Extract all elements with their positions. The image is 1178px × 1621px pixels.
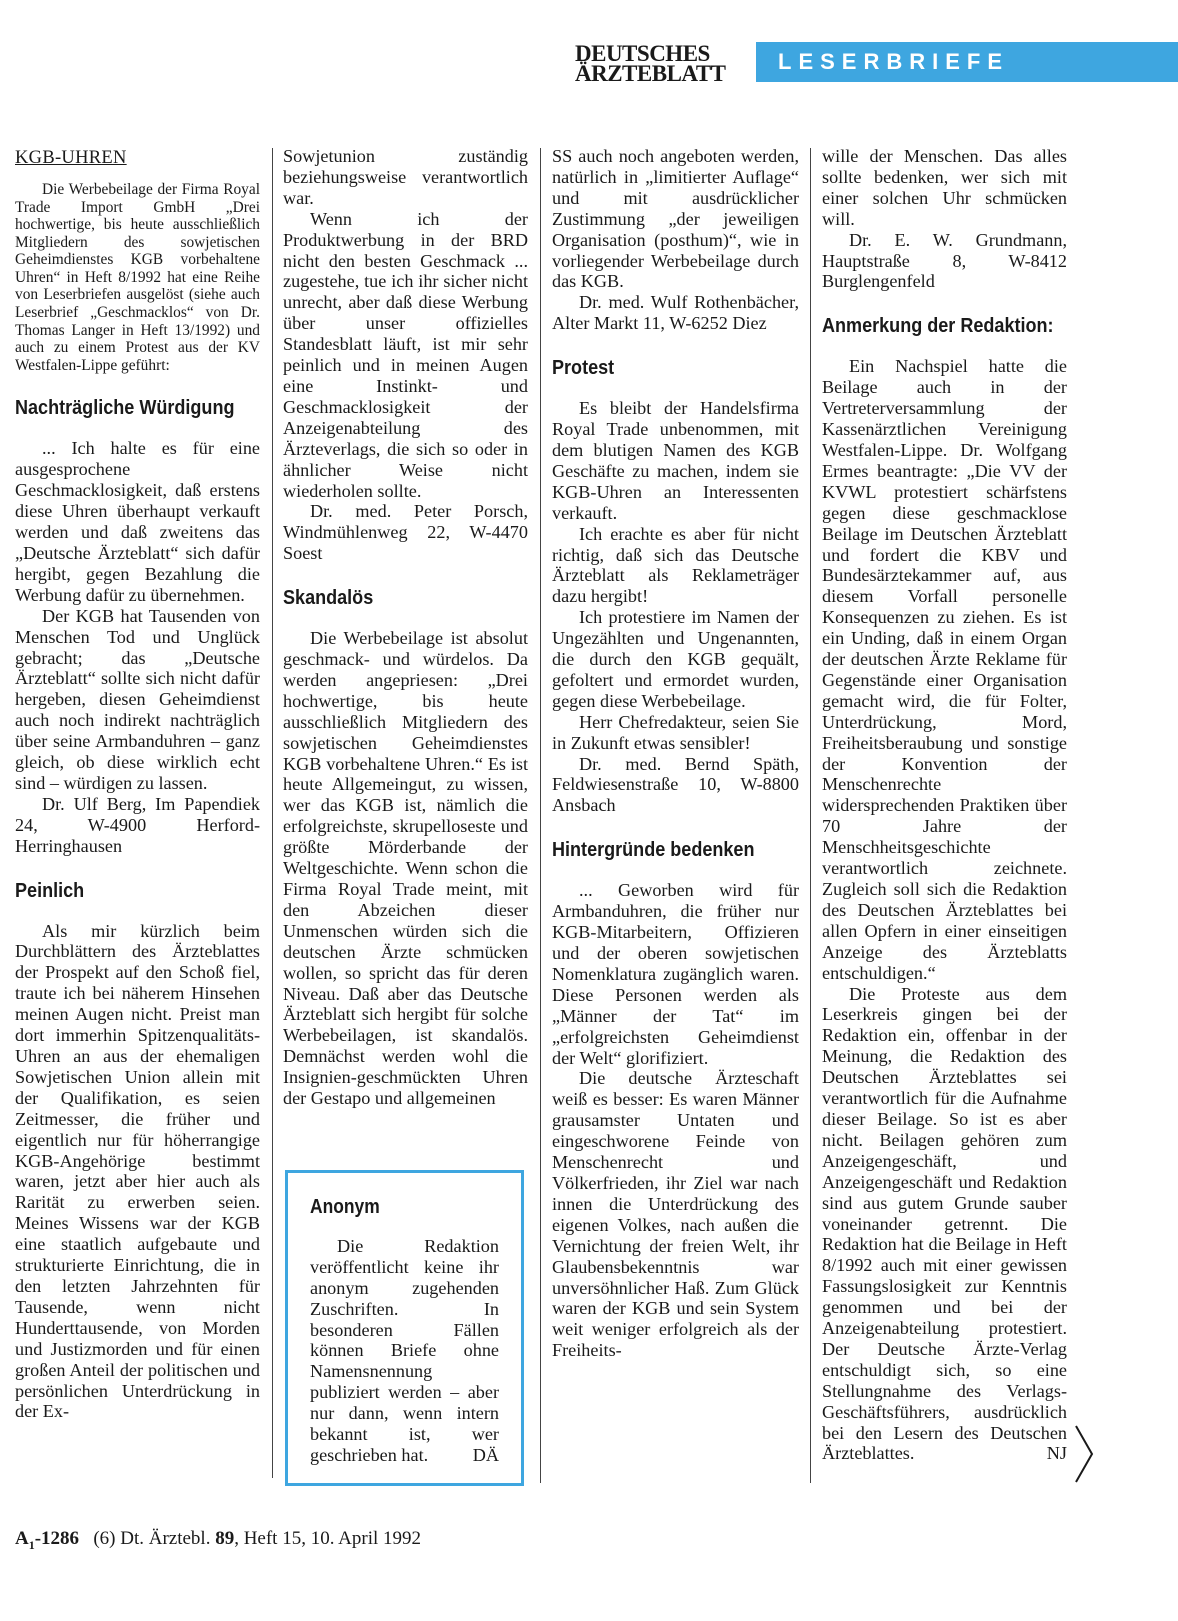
letter-paragraph: Sowjetunion zuständig beziehungsweise verantwortlich war. xyxy=(283,146,528,208)
letter-paragraph: wille der Menschen. Das alles sollte bedenken, wer sich mit einer solchen Uhr schmücken will. xyxy=(822,146,1067,229)
letter-paragraph: Die Werbebeilage ist absolut geschmack- und würdelos. Da werden angepriesen: „Drei hochwertige, bis heute ausschließlich Mitgliedern des sowjetischen Geheimdienstes KGB vorbehaltene Uhren.“ Es ist heute Allgemeingut, zu wissen, wer das KGB ist, nämlich die erfolgreichste, skrupelloseste und größte Mörderbande der Weltgeschichte. Wenn schon die Firma Royal Trade meint, mit den Abzeichen dieser Unmenschen würden sich die deutschen Ärzte schmücken wollen, so spricht das für deren Niveau. Daß aber das Deutsche Ärzteblatt sich hergibt für solche Werbebeilagen, ist skandalös. Demnächst werden wohl die Insignien-geschmückten Uhren der Gestapo und allgemeinen xyxy=(283,628,528,1109)
page-footer xyxy=(15,1528,421,1553)
section-title: LESERBRIEFE xyxy=(778,49,1010,74)
editorial-paragraph-body: Die Proteste aus dem Leserkreis gingen bei der Redaktion ein, offenbar in der Meinung, die Redaktion des Deutschen Ärzteblattes sei verantwortlich für die Aufnahme dieser Beilage. So ist es aber nicht. Beilagen gehören zum Anzeigengeschäft, und Anzeigengeschäft und Redaktion sind aus gutem Grunde sauber voneinander getrennt. Die Redaktion hat die Beilage in Heft 8/1992 auch mit einer gewissen Fassungslosigkeit zur Kenntnis genommen und bei der Anzeigenabteilung protestiert. Der Deutsche Ärzte-Verlag entschuldigt sich, so eine Stellungnahme des Verlags-Geschäftsführers, ausdrücklich bei den Lesern des Deutschen Ärzteblattes. xyxy=(822,983,1067,1464)
editorial-paragraph xyxy=(822,984,1067,1465)
intro-text: Die Werbebeilage der Firma Royal Trade Import GmbH „Drei hochwertige, bis heute ausschließlich Mitgliedern des sowjetischen Geheimdienstes KGB vorbehaltene Uhren“ in Heft 8/1992 hat eine Reihe von Leserbriefen ausgelöst (siehe auch Leserbrief „Geschmacklos“ von Dr. Thomas Langer in Heft 13/1992) und auch zu einem Protest aus der KV Westfalen-Lippe geführt: xyxy=(15,180,260,374)
article-topic: KGB-UHREN xyxy=(15,148,127,168)
letter-paragraph: Als mir kürzlich beim Durchblättern des Ärzteblattes der Prospekt auf den Schoß fiel, traute ich bei näherem Hinsehen meinen Augen nicht. Preist man dort immerhin Spitzenqualitäts-Uhren an aus der ehemaligen Sowjetischen Union allein mit der Qualifikation, es seien Zeitmesser, die früher und eigentlich nur für höherrangige KGB-Angehörige bestimmt waren, jetzt aber hier auch als Rarität zu erwerben seien. Meines Wissens war der KGB eine staatlich aufgebaute und strukturierte Einrichtung, die in den letzten Jahrzehnten für Tausende, wenn nicht Hunderttausende, von Morden und Justizmorden und für einen großen Anteil der politischen und persönlichen Unterdrückung in der Ex- xyxy=(15,920,260,1422)
letter-paragraph: Der KGB hat Tausenden von Menschen Tod und Unglück gebracht; das „Deutsche Ärzteblatt“ sollte sich nicht dafür hergeben, diesen Geheimdienst auch noch indirekt nachträglich über seine Armbanduhren – ganz gleich, ob diese wirklich echt sind – würdigen zu lassen. xyxy=(15,605,260,793)
logo-line-1: DEUTSCHES xyxy=(575,41,710,66)
journal-logo xyxy=(575,41,726,86)
letter-heading: Protest xyxy=(552,356,615,380)
letter-paragraph: ... Ich halte es für eine ausgesprochene Geschmacklosigkeit, daß erstens diese Uhren überhaupt verkauft werden und daß zweitens das „Deutsche Ärzteblatt“ sich dafür hergibt, gegen Bezahlung die Werbung dafür zu übernehmen. xyxy=(15,438,260,605)
issue-date: , Heft 15, 10. April 1992 xyxy=(234,1528,422,1549)
letter-paragraph: Wenn ich der Produktwerbung in der BRD nicht den besten Geschmack ... zugestehe, tue ich ihr sicher nicht unrecht, aber daß diese Werbung über unser offizielles Standesblatt läuft, ist mir sehr peinlich und in meinen Augen eine Instinkt- und Geschmacklosigkeit der Anzeigenabteilung des Ärzteverlags, die sich so oder in ähnlicher Weise nicht wiederholen sollte. xyxy=(283,208,528,501)
letter-paragraph: Ich erachte es aber für nicht richtig, daß sich das Deutsche Ärzteblatt als Reklameträger dazu hergibt! xyxy=(552,523,799,607)
volume-number: 89 xyxy=(215,1528,235,1549)
letter-signature: Dr. E. W. Grundmann, Hauptstraße 8, W-8412 Burglengenfeld xyxy=(822,229,1067,292)
letter-signature: Dr. med. Peter Porsch, Windmühlenweg 22, W-4470 Soest xyxy=(283,501,528,564)
letter-paragraph: Es bleibt der Handelsfirma Royal Trade unbenommen, mit dem blutigen Namen des KGB Geschäfte zu machen, indem sie KGB-Uhren an Interessenten verkauft. xyxy=(552,398,799,523)
column-4 xyxy=(822,146,1067,1464)
letter-signature: Dr. med. Wulf Rothenbächer, Alter Markt 11, W-6252 Diez xyxy=(552,292,799,334)
letter-paragraph: SS auch noch angeboten werden, natürlich in „limitierter Auflage“ und mit ausdrücklicher Zustimmung „der jeweiligen Organisation (posthum)“, wie in vorliegender Werbebeilage durch das KGB. xyxy=(552,146,799,292)
page-sub: 1 xyxy=(28,1537,35,1552)
letter-paragraph: Ich protestiere im Namen der Ungezählten und Ungenannten, die durch den KGB gequält, gefoltert und ermordet wurden, gegen diese Werbebeilage. xyxy=(552,607,799,711)
column-divider xyxy=(810,148,811,1483)
letter-heading: Nachträgliche Würdigung xyxy=(15,396,235,420)
editorial-initials: NJ xyxy=(1046,1443,1067,1464)
masthead xyxy=(575,42,1178,86)
issue-prefix: (6) Dt. Ärztebl. xyxy=(93,1528,211,1549)
box-heading: Anonym xyxy=(310,1195,380,1218)
letter-heading: Skandalös xyxy=(283,586,374,610)
continue-arrow-icon xyxy=(1074,1424,1094,1484)
letter-heading: Hintergründe bedenken xyxy=(552,838,755,862)
column-divider xyxy=(272,148,273,1478)
logo-line-2: ÄRZTEBLATT xyxy=(575,61,726,86)
column-1 xyxy=(15,148,260,1422)
section-banner xyxy=(756,42,1178,82)
editorial-paragraph: Ein Nachspiel hatte die Beilage auch in der Vertreterversammlung der Kassenärztlichen Vereinigung Westfalen-Lippe. Dr. Wolfgang Ermes beantragte: „Die VV der KVWL protestiert schärfstens gegen diese geschmacklose Beilage im Deutschen Ärzteblatt und fordert die KBV und Bundesärztekammer auf, aus diesem Vorfall personelle Konsequenzen zu ziehen. Es ist ein Unding, daß in einem Organ der deutschen Ärzte Reklame für Gegenstände einer Organisation gemacht wird, die für Folter, Unterdrückung, Mord, Freiheitsberaubung und sonstige der Konvention der Menschenrechte widersprechenden Praktiken über 70 Jahre der Menschheitsgeschichte verantwortlich zeichnete. Zugleich soll sich die Redaktion des Deutschen Ärzteblattes bei allen Opfern in einer einseitigen Anzeige des Ärzteblatts entschuldigen.“ xyxy=(822,356,1067,983)
page-prefix: A xyxy=(15,1528,29,1549)
box-initials: DÄ xyxy=(472,1444,499,1465)
letter-paragraph: Herr Chefredakteur, seien Sie in Zukunft etwas sensibler! xyxy=(552,711,799,753)
page-number xyxy=(15,1528,80,1552)
box-text xyxy=(310,1236,499,1466)
anonym-notice-box xyxy=(285,1170,524,1486)
page-num: -1286 xyxy=(34,1528,80,1549)
letter-signature: Dr. med. Bernd Späth, Feldwiesenstraße 10, W-8800 Ansbach xyxy=(552,753,799,816)
letter-signature: Dr. Ulf Berg, Im Papendiek 24, W-4900 Herford-Herringhausen xyxy=(15,793,260,856)
column-divider xyxy=(540,148,541,1483)
letter-paragraph: ... Geworben wird für Armbanduhren, die früher nur KGB-Mitarbeitern, Offizieren und der oberen sowjetischen Nomenklatura zugänglich waren. Diese Personen werden als „Männer der Tat“ im „erfolgreichsten Geheimdienst der Welt“ glorifiziert. xyxy=(552,880,799,1068)
letter-paragraph: Die deutsche Ärzteschaft weiß es besser: Es waren Männer grausamster Untaten und eingeschworene Feinde von Menschenrecht und Völkerfrieden, ihr Ziel war nach innen die Unterdrückung des eigenen Volkes, nach außen die Vernichtung der freien Welt, ihr Glaubensbekenntnis war unversöhnlicher Haß. Zum Glück waren der KGB und sein System weit weniger erfolgreich als der Freiheits- xyxy=(552,1068,799,1361)
letter-heading: Peinlich xyxy=(15,878,85,902)
editorial-note-heading: Anmerkung der Redaktion: xyxy=(822,314,1054,338)
box-text-body: Die Redaktion veröffentlicht keine ihr anonym zugehenden Zuschriften. In besonderen Fällen können Briefe ohne Namensnennung publiziert werden – aber nur dann, wenn intern bekannt ist, wer geschrieben hat. xyxy=(310,1235,499,1465)
column-3 xyxy=(552,146,799,1361)
column-2 xyxy=(283,146,528,1109)
